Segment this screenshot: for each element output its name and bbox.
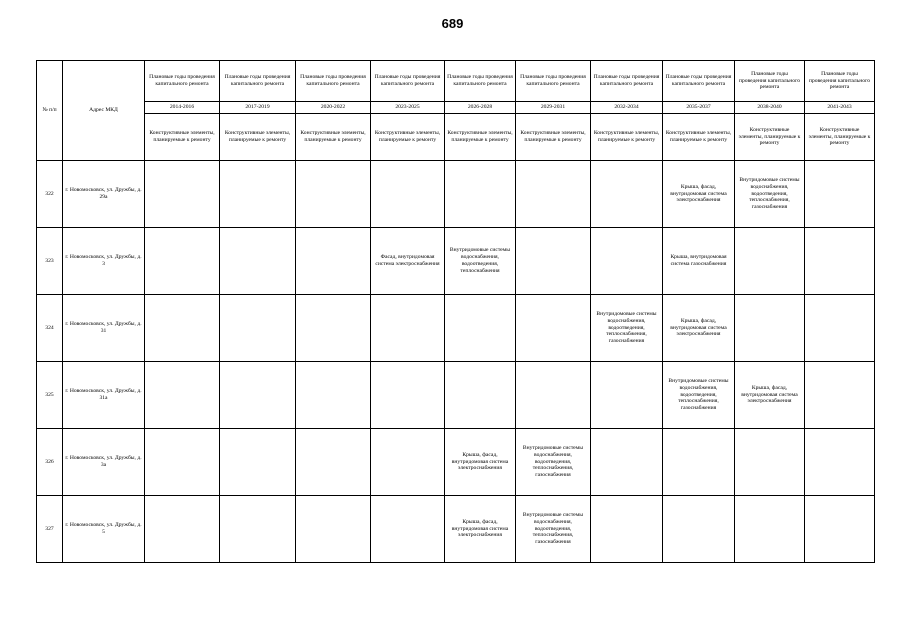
table-cell [663,429,735,496]
row-number: 324 [37,295,63,362]
header-period-years: 2026-2028 [445,102,516,114]
header-period-title: Плановые годы проведения капитального ремонта [805,61,875,102]
table-cell [516,228,591,295]
table-cell [220,496,296,563]
header-period-title: Плановые годы проведения капитального ремонта [296,61,371,102]
header-period-title: Плановые годы проведения капитального ремонта [663,61,735,102]
header-period-elements: Конструктивные элементы, планируемые к ремонту [516,114,591,161]
header-period-title: Плановые годы проведения капитального ремонта [145,61,220,102]
header-title-row [37,61,875,102]
header-period-elements: Конструктивные элементы, планируемые к ремонту [663,114,735,161]
row-address: г. Новомосковск, ул. Дружбы, д. 5 [63,496,145,563]
table-cell [516,295,591,362]
header-period-title: Плановые годы проведения капитального ремонта [735,61,805,102]
table-cell: Крыша, фасад, внутридомовая система электроснабжения [445,496,516,563]
table-cell [296,362,371,429]
table-cell [591,362,663,429]
table-row [37,161,875,228]
table-cell [145,362,220,429]
row-address: г. Новомосковск, ул. Дружбы, д. 31 [63,295,145,362]
repair-schedule-table [36,60,875,563]
table-row [37,228,875,295]
row-address: г. Новомосковск, ул. Дружбы, д. 29а [63,161,145,228]
table-cell [145,429,220,496]
table-cell [296,228,371,295]
table-cell [591,496,663,563]
header-period-years: 2014-2016 [145,102,220,114]
table-cell: Крыша, фасад, внутридомовая система электроснабжения [663,161,735,228]
header-period-years: 2017-2019 [220,102,296,114]
table-cell [805,496,875,563]
table-cell [735,295,805,362]
table-cell [296,161,371,228]
table-cell [735,228,805,295]
header-number: № п/п [37,61,63,161]
header-period-years: 2029-2031 [516,102,591,114]
table-cell [663,496,735,563]
table-body [37,161,875,563]
table-cell [805,161,875,228]
table-cell: Крыша, внутридомовая система газоснабжения [663,228,735,295]
row-number: 327 [37,496,63,563]
table-row [37,496,875,563]
header-period-elements: Конструктивные элементы, планируемые к ремонту [591,114,663,161]
table-cell [591,228,663,295]
table-cell [371,496,445,563]
table-cell [220,161,296,228]
header-period-elements: Конструктивные элементы, планируемые к ремонту [371,114,445,161]
table-cell: Внутридомовые системы водоснабжения, водоотведения, теплоснабжения, газоснабжения [516,496,591,563]
header-period-title: Плановые годы проведения капитального ремонта [371,61,445,102]
header-period-years: 2032-2034 [591,102,663,114]
header-period-years: 2038-2040 [735,102,805,114]
table-cell: Внутридомовые системы водоснабжения, водоотведения, теплоснабжения, газоснабжения [591,295,663,362]
table-cell [445,295,516,362]
table-cell [805,362,875,429]
table-cell [296,429,371,496]
row-address: г. Новомосковск, ул. Дружбы, д. 31а [63,362,145,429]
header-period-years: 2035-2037 [663,102,735,114]
table-cell: Внутридомовые системы водоснабжения, водоотведения, теплоснабжения, газоснабжения [516,429,591,496]
header-period-elements: Конструктивные элементы, планируемые к ремонту [805,114,875,161]
table-cell: Фасад, внутридомовая система электроснабжения [371,228,445,295]
table-cell [371,429,445,496]
header-period-years: 2041-2043 [805,102,875,114]
table-cell: Крыша, фасад, внутридомовая система электроснабжения [663,295,735,362]
table-row [37,362,875,429]
row-address: г. Новомосковск, ул. Дружбы, д. 3 [63,228,145,295]
header-period-years: 2023-2025 [371,102,445,114]
table-cell [591,161,663,228]
table-cell [591,429,663,496]
table-cell [145,161,220,228]
row-number: 323 [37,228,63,295]
header-period-elements: Конструктивные элементы, планируемые к ремонту [735,114,805,161]
table-cell: Внутридомовые системы водоснабжения, водоотведения, теплоснабжения, газоснабжения [663,362,735,429]
row-number: 322 [37,161,63,228]
table-cell [735,429,805,496]
table-cell [445,362,516,429]
table-cell [296,496,371,563]
table-cell [445,161,516,228]
table-cell [805,228,875,295]
header-years-row [37,102,875,114]
table-header [37,61,875,161]
header-period-elements: Конструктивные элементы, планируемые к ремонту [445,114,516,161]
table-cell [145,496,220,563]
table-cell [371,161,445,228]
table-cell [735,496,805,563]
row-number: 325 [37,362,63,429]
table-row [37,429,875,496]
table-cell [145,295,220,362]
header-period-title: Плановые годы проведения капитального ремонта [445,61,516,102]
row-number: 326 [37,429,63,496]
table-cell [371,362,445,429]
table-cell [220,429,296,496]
header-period-title: Плановые годы проведения капитального ремонта [516,61,591,102]
header-period-title: Плановые годы проведения капитального ремонта [220,61,296,102]
table-cell [220,228,296,295]
table-cell [516,362,591,429]
table-cell [220,295,296,362]
table-cell [145,228,220,295]
table-cell [805,295,875,362]
row-address: г. Новомосковск, ул. Дружбы, д. 3а [63,429,145,496]
table-cell: Крыша, фасад, внутридомовая система электроснабжения [445,429,516,496]
table-cell: Внутридомовые системы водоснабжения, водоотведения, теплоснабжения [445,228,516,295]
header-period-elements: Конструктивные элементы, планируемые к ремонту [145,114,220,161]
header-period-title: Плановые годы проведения капитального ремонта [591,61,663,102]
header-address: Адрес МКД [63,61,145,161]
table-cell [516,161,591,228]
header-period-elements: Конструктивные элементы, планируемые к ремонту [220,114,296,161]
table-cell [220,362,296,429]
table-cell [296,295,371,362]
page-number: 689 [441,16,464,31]
table-cell: Крыша, фасад, внутридомовая система электроснабжения [735,362,805,429]
header-elements-row [37,114,875,161]
table-cell [371,295,445,362]
table-cell: Внутридомовые системы водоснабжения, водоотведения, теплоснабжения, газоснабжения [735,161,805,228]
table-cell [805,429,875,496]
table-row [37,295,875,362]
header-period-years: 2020-2022 [296,102,371,114]
header-period-elements: Конструктивные элементы, планируемые к ремонту [296,114,371,161]
